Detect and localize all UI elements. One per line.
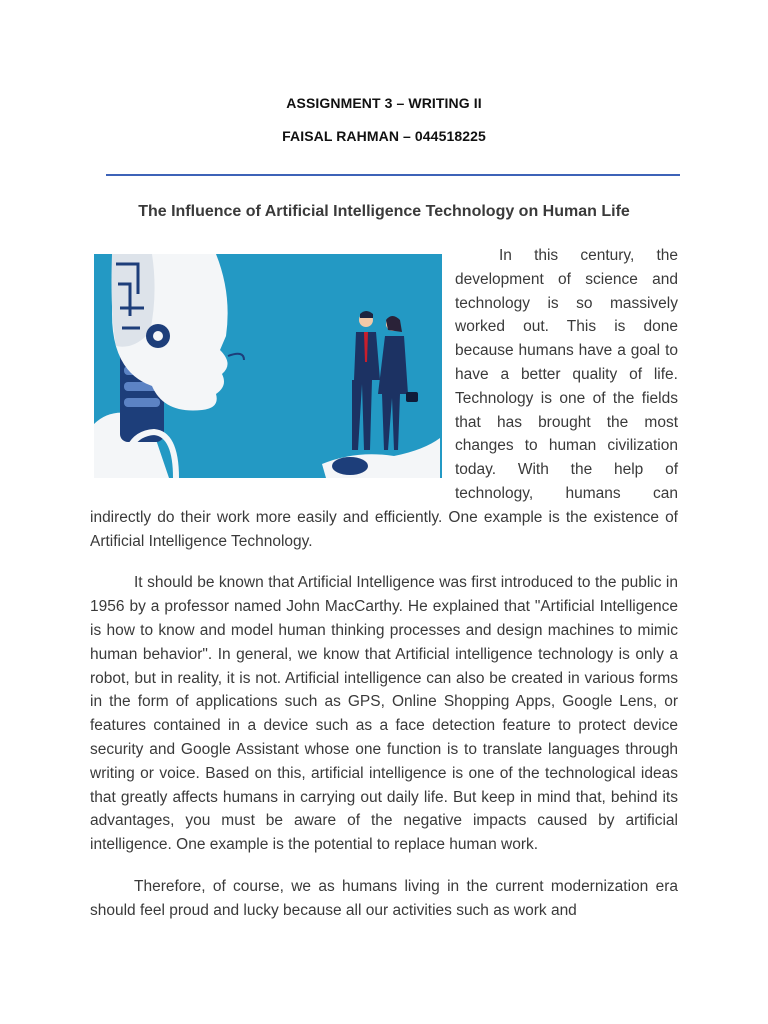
essay-title: The Influence of Artificial Intelligence Technology on Human Life (138, 203, 630, 220)
header-divider (106, 174, 680, 176)
essay-body (90, 244, 678, 941)
ai-robot-illustration (94, 254, 442, 478)
paragraph-2: It should be known that Artificial Intelligence was first introduced to the public in 1956 by a professor named John MacCarthy. He explained that "Artificial Intelligence is how to know and model human thinking processes and design machines to mimic human behavior". In general, we know that Artificial intelligence technology is only a robot, but in reality, it is not. Artificial intelligence can also be created in various forms in the form of applications such as GPS, Online Shopping Apps, Google Lens, or features contained in a device such as a face detection feature to protect device security and Google Assistant whose one function is to translate languages through writing or voice. Based on this, artificial intelligence is one of the technological ideas that greatly affects humans in carrying out daily life. But keep in mind that, behind its advantages, you must be aware of the negative impacts caused by artificial intelligence. One example is the potential to replace human work. (90, 574, 678, 854)
paragraph-3: Therefore, of course, we as humans living in the current modernization era should feel proud and lucky because all our activities such as work and (90, 877, 678, 919)
assignment-heading: ASSIGNMENT 3 – WRITING II (286, 95, 482, 111)
paragraph-1: In this century, the development of science and technology is so massively worked out. This is done because humans have a goal to have a better quality of life. Technology is one of the fields that has brought the most changes to human civilization today. With the help of technology, humans can indirectly do their work more easily and efficiently. One example is the existence of Artificial Intelligence Technology. (90, 247, 678, 550)
author-heading: FAISAL RAHMAN – 044518225 (282, 128, 486, 144)
